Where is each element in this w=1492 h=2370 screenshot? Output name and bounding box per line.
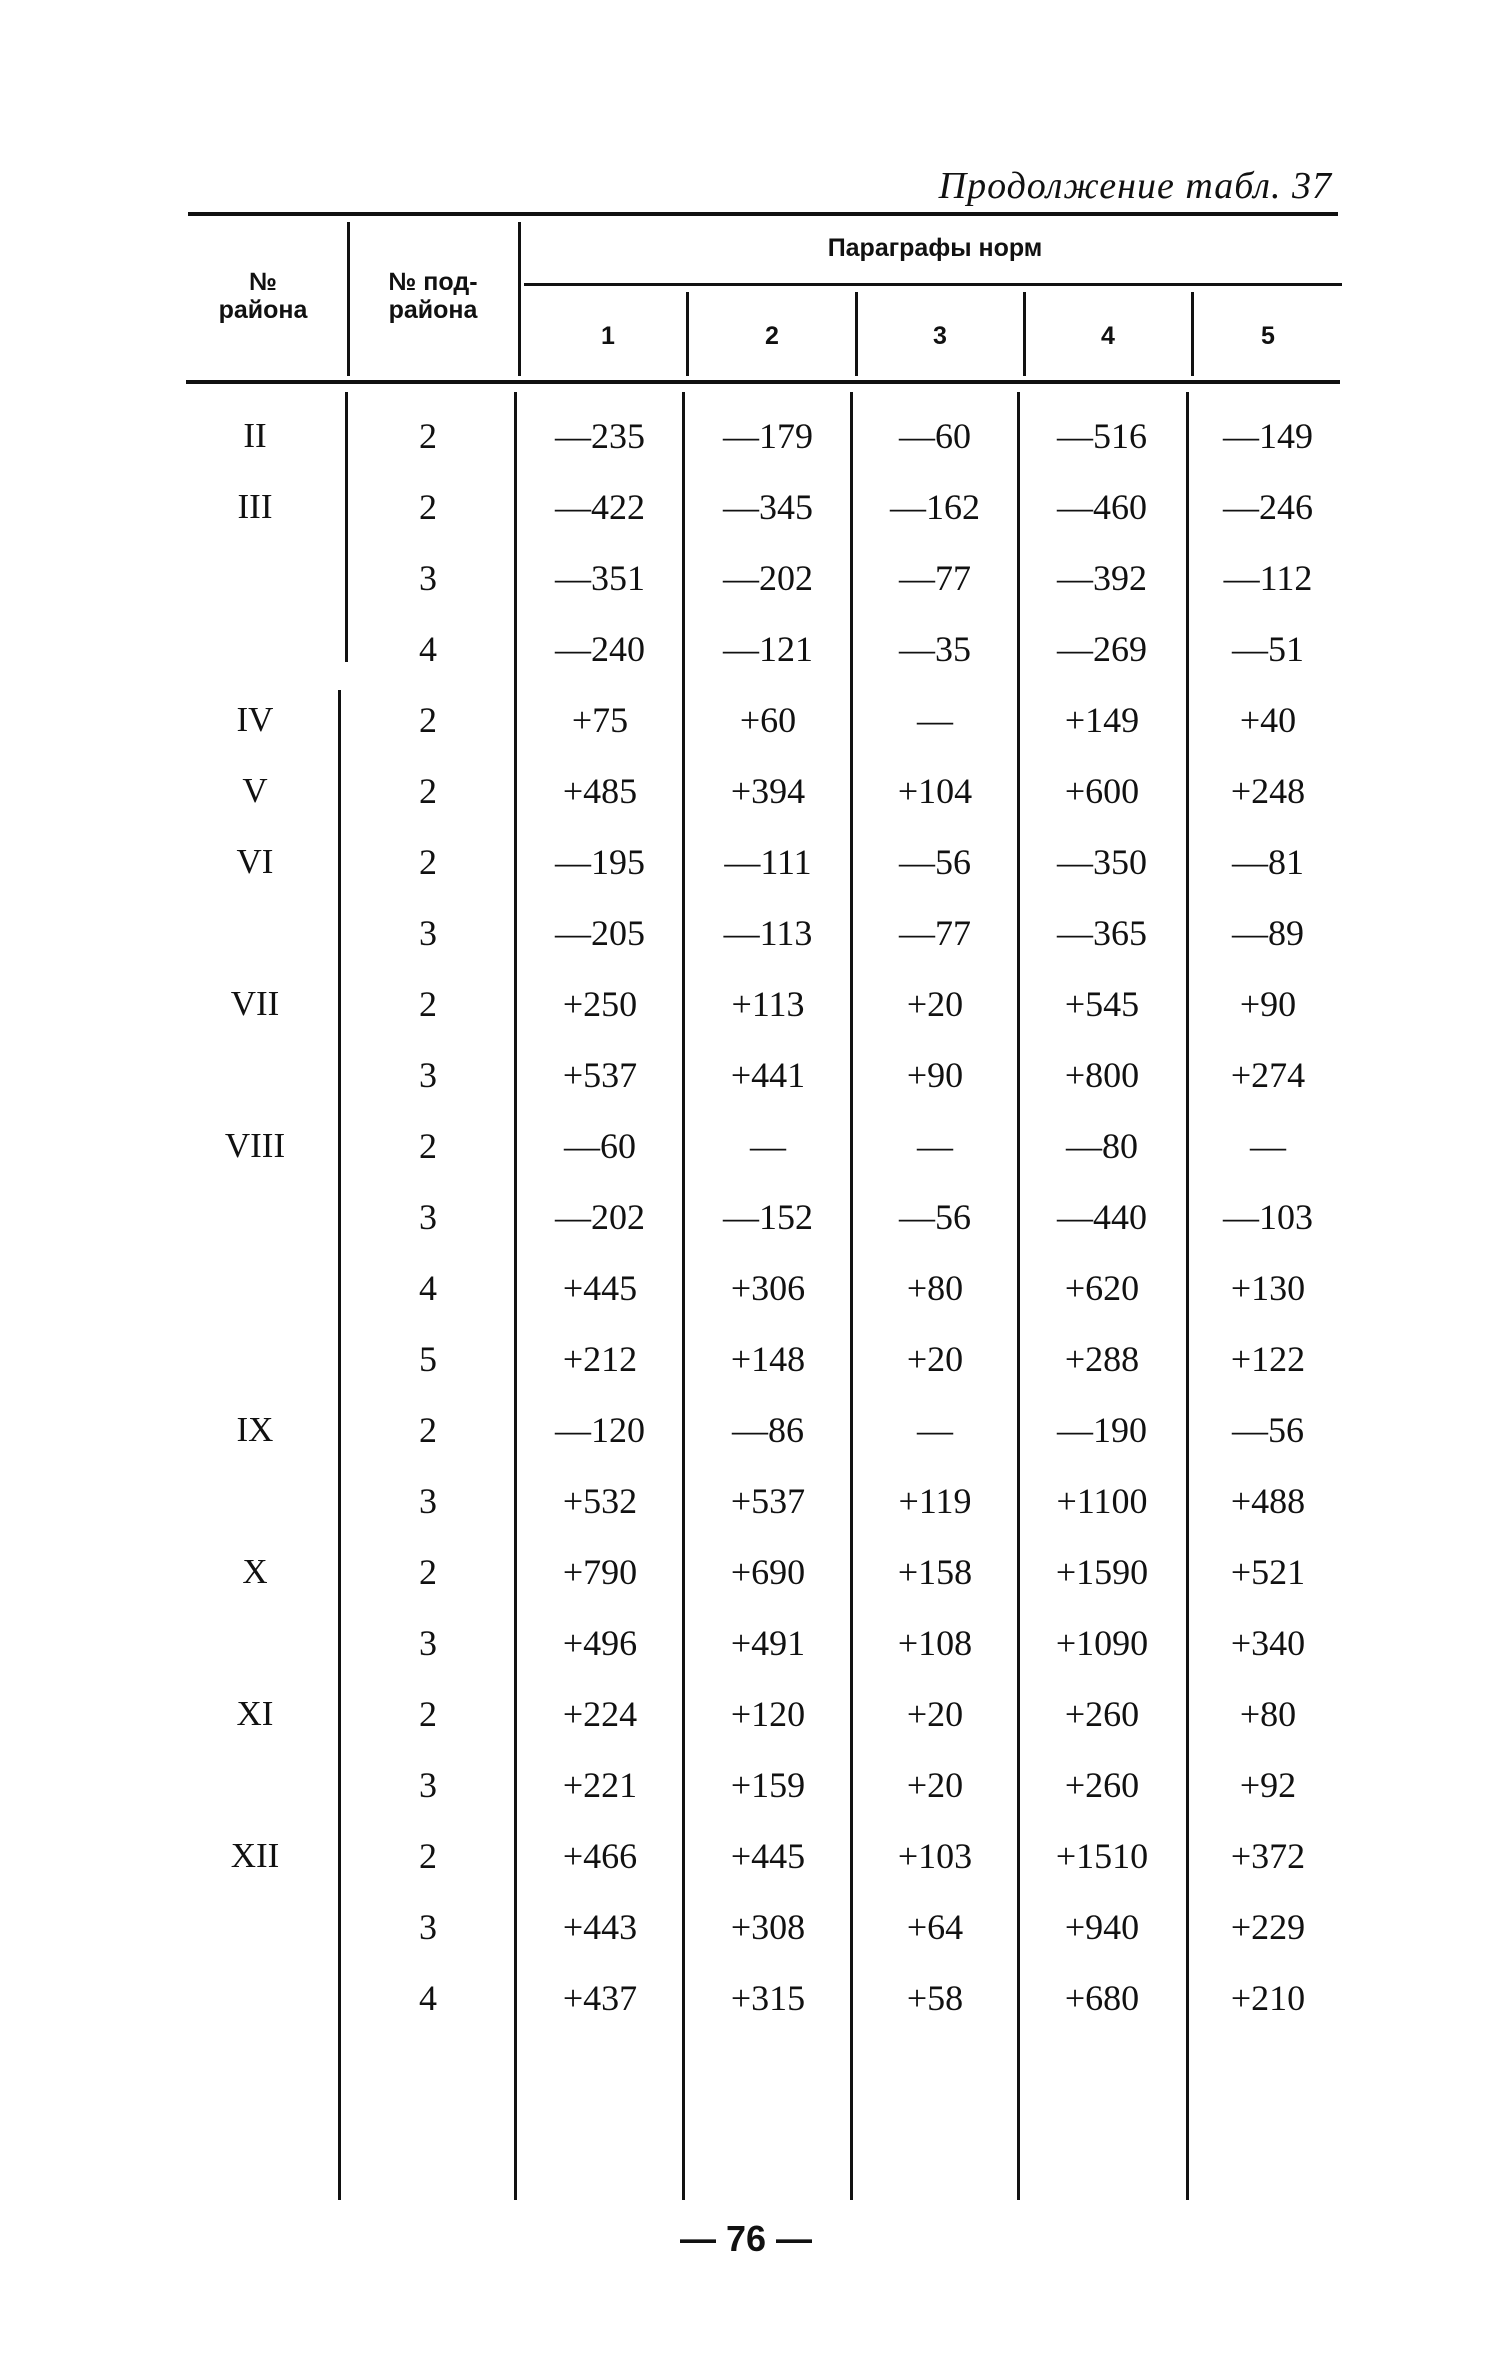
header-divider-2 — [518, 222, 521, 376]
row-value-paragraph-5: +521 — [1230, 1552, 1306, 1592]
row-region: IV — [236, 700, 274, 739]
row-value-paragraph-4: —80 — [1066, 1126, 1138, 1166]
top-rule — [188, 212, 1338, 216]
row-value-paragraph-4: —365 — [1057, 913, 1147, 953]
row-value-paragraph-1: +224 — [562, 1694, 638, 1734]
row-region: XII — [230, 1836, 280, 1875]
row-subregion: 3 — [419, 913, 437, 953]
header-subregion: № под- района — [388, 268, 478, 324]
row-value-paragraph-4: +620 — [1064, 1268, 1140, 1308]
row-value-paragraph-2: —152 — [723, 1197, 813, 1237]
header-paragraph-4: 4 — [1101, 322, 1115, 350]
header-paragraph-1: 1 — [601, 322, 615, 350]
row-value-paragraph-1: +221 — [562, 1765, 638, 1805]
row-value-paragraph-3: +20 — [906, 1694, 964, 1734]
row-subregion: 2 — [419, 984, 437, 1024]
row-subregion: 2 — [419, 700, 437, 740]
row-value-paragraph-2: —113 — [723, 913, 813, 953]
row-value-paragraph-1: —235 — [555, 416, 645, 456]
row-value-paragraph-3: —60 — [899, 416, 971, 456]
row-subregion: 3 — [419, 1055, 437, 1095]
row-value-paragraph-2: +60 — [739, 700, 797, 740]
row-value-paragraph-5: —51 — [1232, 629, 1304, 669]
row-value-paragraph-1: +212 — [562, 1339, 638, 1379]
row-value-paragraph-3: +58 — [906, 1978, 964, 2018]
row-value-paragraph-3: — — [917, 1410, 953, 1450]
row-value-paragraph-3: +80 — [906, 1268, 964, 1308]
row-value-paragraph-5: —112 — [1223, 558, 1313, 598]
header-paragraphs-group: Параграфы норм — [827, 234, 1043, 262]
row-value-paragraph-1: —205 — [555, 913, 645, 953]
row-subregion: 2 — [419, 1836, 437, 1876]
table-caption: Продолжение табл. 37 — [938, 165, 1332, 207]
row-value-paragraph-5: +248 — [1230, 771, 1306, 811]
header-region: № района — [218, 268, 308, 324]
row-value-paragraph-4: —269 — [1057, 629, 1147, 669]
row-value-paragraph-3: —35 — [899, 629, 971, 669]
row-region: VII — [230, 984, 280, 1023]
row-value-paragraph-1: —202 — [555, 1197, 645, 1237]
row-value-paragraph-4: +260 — [1064, 1765, 1140, 1805]
row-value-paragraph-5: +90 — [1239, 984, 1297, 1024]
row-value-paragraph-4: —350 — [1057, 842, 1147, 882]
header-paragraph-3: 3 — [933, 322, 947, 350]
row-value-paragraph-5: +92 — [1239, 1765, 1297, 1805]
row-value-paragraph-5: +80 — [1239, 1694, 1297, 1734]
row-value-paragraph-2: — — [750, 1126, 786, 1166]
row-value-paragraph-3: —56 — [899, 842, 971, 882]
row-subregion: 5 — [419, 1339, 437, 1379]
row-value-paragraph-1: +790 — [562, 1552, 638, 1592]
body-divider-region-b — [338, 690, 341, 2200]
row-value-paragraph-2: +690 — [730, 1552, 806, 1592]
row-region: III — [237, 487, 273, 526]
row-value-paragraph-1: +445 — [562, 1268, 638, 1308]
page-number: — 76 — — [679, 2218, 813, 2259]
row-value-paragraph-3: —77 — [899, 558, 971, 598]
row-subregion: 2 — [419, 771, 437, 811]
row-subregion: 2 — [419, 842, 437, 882]
row-subregion: 4 — [419, 1268, 437, 1308]
row-value-paragraph-1: +250 — [562, 984, 638, 1024]
row-value-paragraph-1: —351 — [555, 558, 645, 598]
row-value-paragraph-5: —149 — [1223, 416, 1313, 456]
row-value-paragraph-4: +680 — [1064, 1978, 1140, 2018]
row-value-paragraph-1: —60 — [564, 1126, 636, 1166]
row-value-paragraph-2: +308 — [730, 1907, 806, 1947]
row-value-paragraph-3: —162 — [890, 487, 980, 527]
header-divider-1 — [347, 222, 350, 376]
row-value-paragraph-5: —81 — [1232, 842, 1304, 882]
row-value-paragraph-1: +437 — [562, 1978, 638, 2018]
row-value-paragraph-2: —86 — [732, 1410, 804, 1450]
row-value-paragraph-4: +600 — [1064, 771, 1140, 811]
row-subregion: 3 — [419, 1481, 437, 1521]
row-value-paragraph-3: +20 — [906, 1765, 964, 1805]
row-value-paragraph-3: +20 — [906, 1339, 964, 1379]
row-value-paragraph-5: +340 — [1230, 1623, 1306, 1663]
row-value-paragraph-4: +149 — [1064, 700, 1140, 740]
row-subregion: 3 — [419, 1907, 437, 1947]
header-paragraph-5: 5 — [1261, 322, 1275, 350]
row-subregion: 3 — [419, 1765, 437, 1805]
row-value-paragraph-2: +315 — [730, 1978, 806, 2018]
row-value-paragraph-2: +491 — [730, 1623, 806, 1663]
row-value-paragraph-2: +441 — [730, 1055, 806, 1095]
row-value-paragraph-3: +20 — [906, 984, 964, 1024]
row-subregion: 2 — [419, 1552, 437, 1592]
body-divider-p4 — [1186, 392, 1189, 2200]
body-divider-p3 — [1017, 392, 1020, 2200]
row-value-paragraph-4: +1510 — [1055, 1836, 1149, 1876]
row-value-paragraph-3: —77 — [899, 913, 971, 953]
body-divider-p2 — [850, 392, 853, 2200]
row-subregion: 3 — [419, 558, 437, 598]
body-divider-sub — [514, 392, 517, 2200]
row-subregion: 3 — [419, 1623, 437, 1663]
row-subregion: 3 — [419, 1197, 437, 1237]
row-region: V — [242, 771, 268, 810]
row-value-paragraph-4: +1100 — [1056, 1481, 1148, 1521]
row-subregion: 2 — [419, 1410, 437, 1450]
row-value-paragraph-2: +537 — [730, 1481, 806, 1521]
row-value-paragraph-4: —516 — [1057, 416, 1147, 456]
row-value-paragraph-4: +1090 — [1055, 1623, 1149, 1663]
row-region: X — [242, 1552, 268, 1591]
row-value-paragraph-3: +64 — [906, 1907, 964, 1947]
row-value-paragraph-5: —246 — [1223, 487, 1313, 527]
row-value-paragraph-4: —440 — [1057, 1197, 1147, 1237]
group-rule — [524, 283, 1342, 286]
row-value-paragraph-5: +130 — [1230, 1268, 1306, 1308]
row-value-paragraph-1: +485 — [562, 771, 638, 811]
row-value-paragraph-1: —240 — [555, 629, 645, 669]
row-subregion: 2 — [419, 416, 437, 456]
body-divider-p1 — [682, 392, 685, 2200]
row-value-paragraph-4: +800 — [1064, 1055, 1140, 1095]
row-value-paragraph-1: —195 — [555, 842, 645, 882]
row-subregion: 2 — [419, 487, 437, 527]
body-divider-region-a — [345, 392, 348, 662]
row-value-paragraph-5: +372 — [1230, 1836, 1306, 1876]
row-subregion: 4 — [419, 1978, 437, 2018]
row-value-paragraph-4: —190 — [1057, 1410, 1147, 1450]
row-value-paragraph-2: +148 — [730, 1339, 806, 1379]
row-value-paragraph-3: — — [917, 1126, 953, 1166]
row-value-paragraph-5: —103 — [1223, 1197, 1313, 1237]
row-value-paragraph-5: —89 — [1232, 913, 1304, 953]
row-value-paragraph-2: +159 — [730, 1765, 806, 1805]
row-value-paragraph-5: +40 — [1239, 700, 1297, 740]
row-value-paragraph-1: —422 — [555, 487, 645, 527]
row-value-paragraph-2: —111 — [724, 842, 812, 882]
row-subregion: 4 — [419, 629, 437, 669]
row-subregion: 2 — [419, 1126, 437, 1166]
row-value-paragraph-5: +274 — [1230, 1055, 1306, 1095]
row-value-paragraph-3: +108 — [897, 1623, 973, 1663]
row-value-paragraph-2: +394 — [730, 771, 806, 811]
row-value-paragraph-2: +445 — [730, 1836, 806, 1876]
row-value-paragraph-4: +260 — [1064, 1694, 1140, 1734]
row-value-paragraph-1: +537 — [562, 1055, 638, 1095]
row-value-paragraph-4: +545 — [1064, 984, 1140, 1024]
header-bottom-rule — [186, 380, 1340, 384]
row-value-paragraph-2: +120 — [730, 1694, 806, 1734]
row-value-paragraph-1: —120 — [555, 1410, 645, 1450]
row-value-paragraph-1: +532 — [562, 1481, 638, 1521]
row-region: XI — [236, 1694, 274, 1733]
row-value-paragraph-2: +306 — [730, 1268, 806, 1308]
row-subregion: 2 — [419, 1694, 437, 1734]
row-value-paragraph-3: +90 — [906, 1055, 964, 1095]
row-value-paragraph-1: +443 — [562, 1907, 638, 1947]
row-value-paragraph-1: +466 — [562, 1836, 638, 1876]
row-value-paragraph-1: +75 — [571, 700, 629, 740]
row-value-paragraph-4: +288 — [1064, 1339, 1140, 1379]
row-value-paragraph-3: +104 — [897, 771, 973, 811]
row-value-paragraph-5: +229 — [1230, 1907, 1306, 1947]
row-value-paragraph-2: —121 — [723, 629, 813, 669]
row-value-paragraph-5: +210 — [1230, 1978, 1306, 2018]
header-divider-p1 — [686, 292, 689, 376]
header-paragraph-2: 2 — [765, 322, 779, 350]
row-value-paragraph-5: +122 — [1230, 1339, 1306, 1379]
row-value-paragraph-3: —56 — [899, 1197, 971, 1237]
row-region: II — [243, 416, 267, 455]
row-value-paragraph-5: — — [1250, 1126, 1286, 1166]
row-value-paragraph-4: —392 — [1057, 558, 1147, 598]
row-value-paragraph-5: —56 — [1232, 1410, 1304, 1450]
row-value-paragraph-2: +113 — [731, 984, 805, 1024]
row-value-paragraph-2: —202 — [723, 558, 813, 598]
row-value-paragraph-2: —179 — [723, 416, 813, 456]
row-value-paragraph-1: +496 — [562, 1623, 638, 1663]
row-region: VIII — [224, 1126, 286, 1165]
row-value-paragraph-3: +103 — [897, 1836, 973, 1876]
row-value-paragraph-5: +488 — [1230, 1481, 1306, 1521]
row-value-paragraph-3: +119 — [898, 1481, 972, 1521]
row-value-paragraph-2: —345 — [723, 487, 813, 527]
row-region: IX — [236, 1410, 274, 1449]
row-region: VI — [236, 842, 274, 881]
row-value-paragraph-3: +158 — [897, 1552, 973, 1592]
row-value-paragraph-3: — — [917, 700, 953, 740]
row-value-paragraph-4: +940 — [1064, 1907, 1140, 1947]
row-value-paragraph-4: +1590 — [1055, 1552, 1149, 1592]
row-value-paragraph-4: —460 — [1057, 487, 1147, 527]
